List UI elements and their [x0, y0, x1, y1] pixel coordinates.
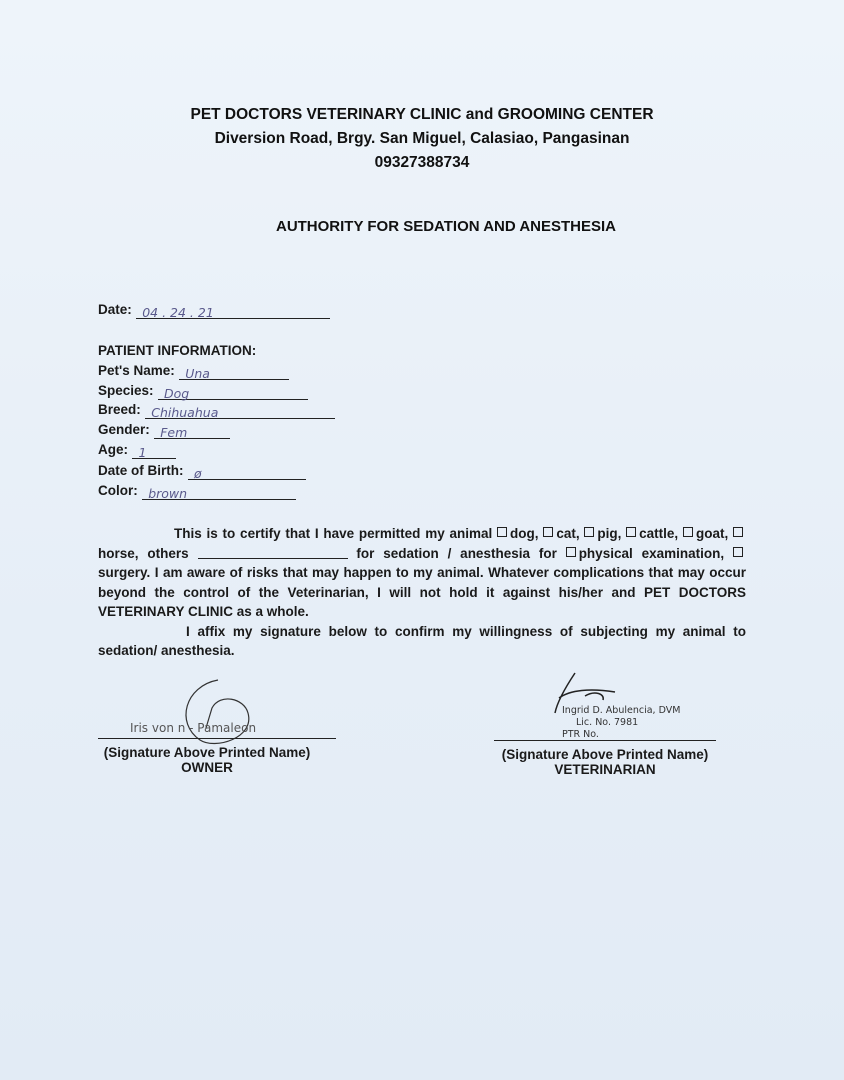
owner-caption: (Signature Above Printed Name)	[103, 745, 311, 760]
others-blank[interactable]	[198, 546, 348, 559]
consent-risk-text: I am aware of risks that may happen to my animal. Whatever complications that may occur beyond the control of the Veterinarian, I will not hold it against his/her and PET DOCTORS VETERINARY CLINIC as a whole.	[98, 565, 746, 619]
date-label: Date:	[98, 302, 132, 317]
breed-field[interactable]	[145, 404, 335, 419]
option-surgery: surgery.	[98, 565, 151, 580]
vet-role: VETERINARIAN	[554, 762, 656, 777]
owner-printed-name: Iris von n - Pamaleon	[130, 721, 257, 735]
gender-value: Fem	[160, 425, 188, 440]
species-label: Species:	[98, 383, 154, 398]
breed-value: Chihuahua	[151, 405, 219, 420]
vet-signature-line	[494, 740, 716, 741]
color-value: brown	[148, 486, 188, 501]
form-title: AUTHORITY FOR SEDATION AND ANESTHESIA	[275, 218, 616, 235]
vet-signature-block	[490, 747, 720, 777]
age-row	[98, 441, 176, 459]
vet-stamp-ptr: PTR No.	[562, 729, 599, 740]
checkbox-goat[interactable]	[683, 527, 693, 537]
date-field[interactable]	[136, 304, 330, 319]
clinic-name: PET DOCTORS VETERINARY CLINIC and GROOMING CENTER	[190, 106, 654, 123]
owner-role: OWNER	[181, 760, 233, 775]
age-label: Age:	[98, 442, 128, 457]
checkbox-surgery[interactable]	[733, 547, 743, 557]
checkbox-cat[interactable]	[543, 527, 553, 537]
consent-text	[98, 524, 746, 661]
owner-signature-line	[98, 738, 336, 739]
pet-name-field[interactable]	[179, 365, 289, 380]
consent-intro: This is to certify that I have permitted my animal	[174, 526, 493, 541]
checkbox-pig[interactable]	[584, 527, 594, 537]
option-horse-others: horse, others	[98, 545, 189, 561]
owner-signature-block	[98, 745, 316, 775]
checkbox-horse[interactable]	[733, 527, 743, 537]
consent-purpose-intro: for sedation / anesthesia for	[356, 545, 557, 561]
species-value: Dog	[163, 386, 190, 401]
color-row	[98, 482, 296, 500]
date-value: 04 . 24 . 21	[142, 305, 214, 320]
color-field[interactable]	[142, 485, 296, 500]
gender-field[interactable]	[154, 424, 230, 439]
checkbox-cattle[interactable]	[626, 527, 636, 537]
gender-label: Gender:	[98, 422, 150, 437]
clinic-address: Diversion Road, Brgy. San Miguel, Calasiao, Pangasinan	[214, 130, 630, 147]
option-physical-exam: physical examination,	[578, 545, 725, 561]
date-row	[98, 301, 330, 319]
option-cat: cat,	[556, 526, 580, 541]
dob-row	[98, 462, 306, 480]
color-label: Color:	[98, 483, 138, 498]
checkbox-dog[interactable]	[497, 527, 507, 537]
option-goat: goat,	[695, 526, 729, 541]
species-field[interactable]	[158, 385, 308, 400]
clinic-header	[0, 103, 844, 175]
dob-label: Date of Birth:	[98, 463, 184, 478]
option-dog: dog,	[510, 526, 539, 541]
gender-row	[98, 421, 230, 439]
vet-stamp-name: Ingrid D. Abulencia, DVM	[562, 705, 681, 716]
pet-name-row	[98, 362, 289, 380]
age-field[interactable]	[132, 444, 176, 459]
option-cattle: cattle,	[639, 526, 679, 541]
affirm-text: I affix my signature below to confirm my willingness of subjecting my animal to sedation/ anesthesia.	[98, 623, 746, 658]
dob-value: ø	[193, 466, 202, 481]
dob-field[interactable]	[188, 465, 306, 480]
breed-label: Breed:	[98, 402, 141, 417]
breed-row	[98, 401, 335, 419]
clinic-phone: 09327388734	[374, 154, 470, 171]
pet-name-value: Una	[185, 366, 210, 381]
vet-stamp	[562, 705, 680, 741]
age-value: 1	[138, 445, 147, 460]
vet-stamp-lic: Lic. No. 7981	[576, 717, 639, 728]
option-pig: pig,	[597, 526, 622, 541]
vet-caption: (Signature Above Printed Name)	[501, 747, 709, 762]
checkbox-physical-exam[interactable]	[566, 547, 576, 557]
species-row	[98, 382, 308, 400]
pet-name-label: Pet's Name:	[98, 363, 175, 378]
patient-info-heading: PATIENT INFORMATION:	[98, 343, 257, 358]
